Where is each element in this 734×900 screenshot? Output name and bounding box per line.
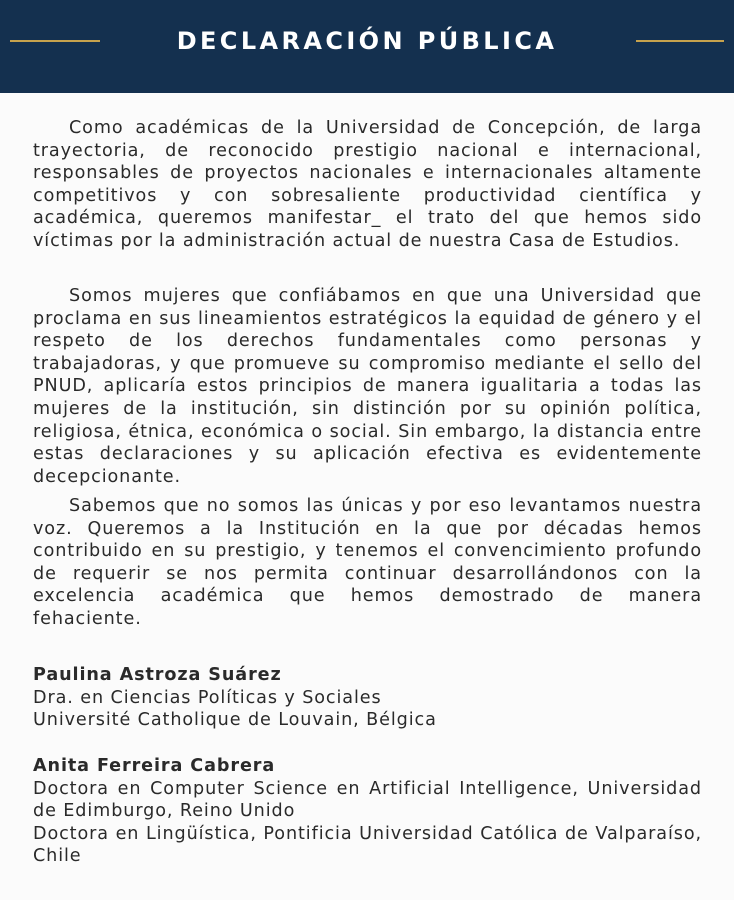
signatory-credential: Doctora en Computer Science en Artificial Intelligence, Universidad de Edimburgo, Reino Unido [33, 778, 702, 822]
paragraph-text: Sabemos que no somos las únicas y por eso levantamos nuestra voz. Queremos a la Institución en la que por décadas hemos contribuido en su prestigio, y tenemos el convencimiento profundo de requerir se nos permita continuar desarrollándonos con la excelencia académica que hemos demostrado de manera fehaciente. [33, 496, 702, 629]
page-title: DECLARACIÓN PÚBLICA [176, 27, 558, 55]
declaration-paragraph-1 [33, 117, 702, 253]
signatory-name: Anita Ferreira Cabrera [33, 756, 276, 776]
signatory-name: Paulina Astroza Suárez [33, 665, 282, 685]
header-decorative-line-right [636, 40, 724, 42]
signatory-credential: Université Catholique de Louvain, Bélgica [33, 710, 437, 731]
signatory-block [33, 755, 702, 868]
signatory-credential: Dra. en Ciencias Políticas y Sociales [33, 687, 382, 708]
paragraph-text: Como académicas de la Universidad de Concepción, de larga trayectoria, de reconocido prestigio nacional e internacional, responsables de proyectos nacionales e internacionales altamente competitivos y con sobresaliente productividad científica y académica, queremos manifestar_ el trato del que hemos sido víctimas por la administración actual de nuestra Casa de Estudios. [33, 118, 702, 251]
declaration-paragraph-3 [33, 495, 702, 631]
signatory-credential: Doctora en Lingüística, Pontificia Universidad Católica de Valparaíso, Chile [33, 823, 702, 867]
declaration-paragraph-2 [33, 285, 702, 488]
signatory-block [33, 664, 702, 732]
paragraph-text: Somos mujeres que confiábamos en que una Universidad que proclama en sus lineamientos estratégicos la equidad de género y el respeto de los derechos fundamentales como personas y trabajadoras, y que promueve su compromiso mediante el sello del PNUD, aplicaría estos principios de manera igualitaria a todas las mujeres de la institución, sin distinción por su opinión política, religiosa, étnica, económica o social. Sin embargo, la distancia entre estas declaraciones y su aplicación efectiva es evidentemente decepcionante. [33, 286, 702, 487]
header-banner [0, 0, 734, 93]
